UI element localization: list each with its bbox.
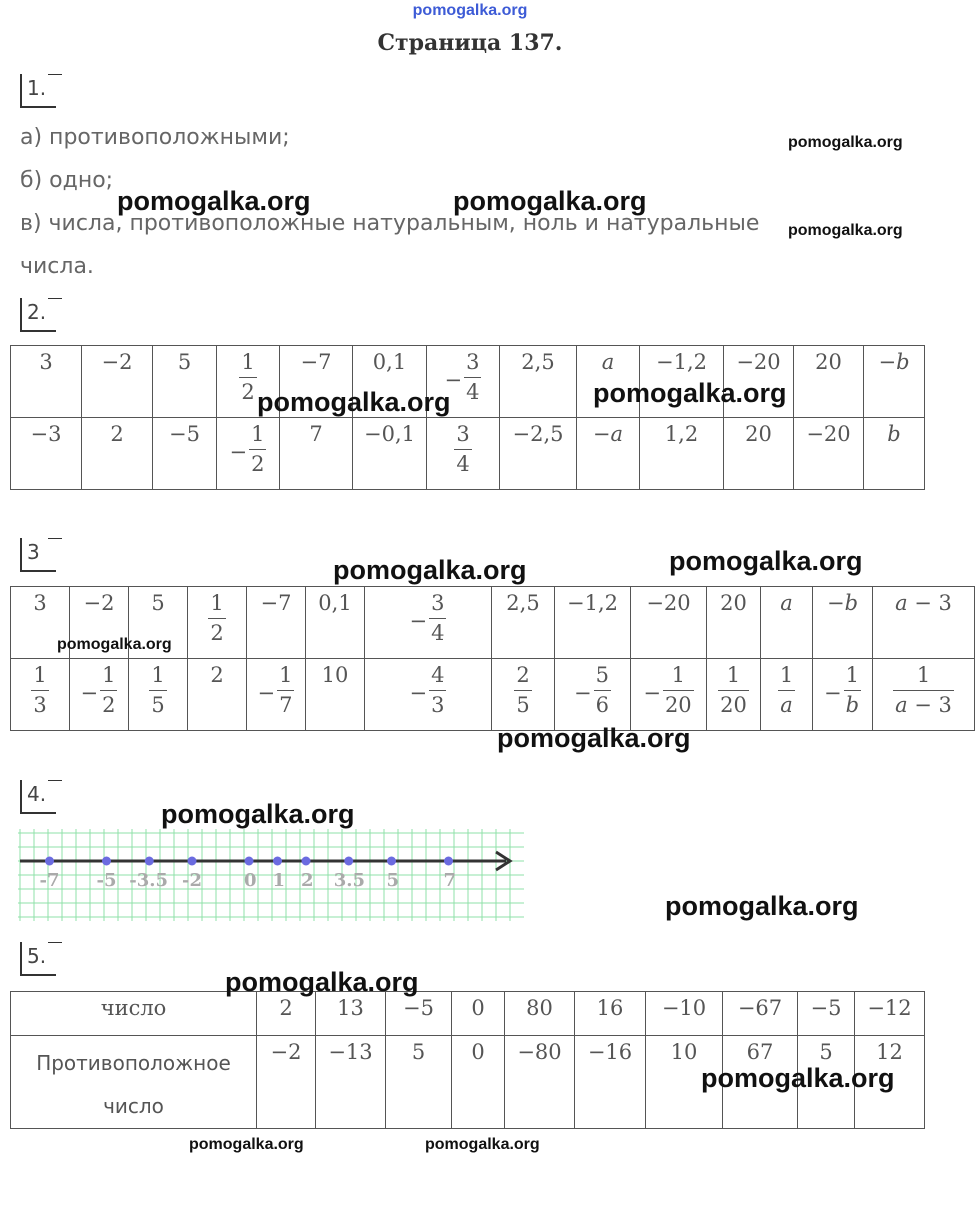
table-cell bbox=[70, 659, 129, 731]
cell-value: a bbox=[601, 350, 615, 374]
cell-value: 3 bbox=[33, 591, 47, 615]
cell-value: −10 bbox=[661, 996, 707, 1020]
cell-value: −2 bbox=[270, 1040, 302, 1064]
table-cell bbox=[505, 992, 575, 1036]
cell-value: − $\frac{1}{20}$ bbox=[643, 663, 692, 718]
cell-value: −13 bbox=[328, 1040, 373, 1064]
cell-value: a bbox=[780, 591, 793, 615]
table-cell bbox=[864, 418, 925, 490]
table-cell bbox=[813, 659, 873, 731]
cell-value: 5 bbox=[411, 1040, 426, 1064]
number-line-point bbox=[245, 857, 254, 866]
cell-value: −20 bbox=[806, 422, 851, 446]
cell-value: $\frac{1}{20}$ bbox=[720, 663, 747, 718]
table-cell bbox=[386, 1036, 452, 1129]
watermark: pomogalka.org bbox=[788, 134, 903, 151]
table-cell bbox=[500, 418, 577, 490]
table-cell bbox=[452, 1036, 505, 1129]
table-cell bbox=[217, 418, 280, 490]
cell-value: −2 bbox=[83, 591, 115, 615]
number-line-label: 1 bbox=[272, 870, 286, 891]
table-cell bbox=[575, 992, 646, 1036]
cell-value: 1,2 bbox=[664, 422, 699, 446]
table-row bbox=[11, 992, 925, 1036]
cell-value: 13 bbox=[337, 996, 364, 1020]
table-cell bbox=[555, 659, 631, 731]
cell-value: 0,1 bbox=[372, 350, 407, 374]
cell-value: −7 bbox=[260, 591, 292, 615]
number-line-label: 7 bbox=[443, 870, 457, 891]
section-2-number: 2. bbox=[20, 298, 56, 332]
cell-value: −0,1 bbox=[364, 422, 415, 446]
watermark: pomogalka.org bbox=[788, 222, 903, 239]
number-line-point bbox=[45, 857, 54, 866]
number-line-label: -5 bbox=[96, 870, 117, 891]
table-cell bbox=[306, 659, 365, 731]
cell-value: −20 bbox=[736, 350, 781, 374]
cell-value: 2,5 bbox=[521, 350, 555, 374]
table-cell bbox=[153, 418, 217, 490]
watermark: pomogalka.org bbox=[333, 555, 527, 585]
table-cell bbox=[353, 418, 427, 490]
number-line-point bbox=[102, 857, 111, 866]
table-cell bbox=[631, 659, 707, 731]
watermark: pomogalka.org bbox=[161, 799, 355, 829]
watermark: pomogalka.org bbox=[497, 723, 691, 753]
number-line-point bbox=[344, 857, 353, 866]
number-line-label: 2 bbox=[301, 870, 314, 891]
cell-value: −7 bbox=[300, 350, 332, 374]
number-line-label: -7 bbox=[39, 870, 60, 891]
table-cell bbox=[813, 587, 873, 659]
watermark: pomogalka.org bbox=[117, 186, 311, 216]
answer-line-b: б) одно; bbox=[20, 168, 114, 193]
table-cell bbox=[873, 587, 975, 659]
number-line-point bbox=[188, 857, 197, 866]
cell-value: 0 bbox=[471, 996, 485, 1020]
table-cell bbox=[492, 587, 555, 659]
table-cell bbox=[11, 346, 82, 418]
cell-value: − $\frac{1}{7}$ bbox=[257, 663, 293, 718]
cell-value: 12 bbox=[876, 1040, 903, 1064]
watermark: pomogalka.org bbox=[669, 546, 863, 576]
cell-value: −b bbox=[878, 350, 910, 374]
number-line-label: -2 bbox=[182, 870, 202, 891]
table-cell bbox=[631, 587, 707, 659]
cell-value: 2 bbox=[279, 996, 293, 1020]
table-cell bbox=[492, 659, 555, 731]
number-line-label: 3.5 bbox=[333, 870, 366, 891]
cell-value: 10 bbox=[670, 1040, 698, 1064]
cell-value: $\frac{3}{4}$ bbox=[456, 422, 470, 477]
table-cell bbox=[707, 587, 761, 659]
section-3-number: 3 bbox=[20, 538, 56, 572]
number-line-point bbox=[387, 857, 396, 866]
cell-value: −5 bbox=[403, 996, 434, 1020]
cell-value: 7 bbox=[309, 422, 323, 446]
table-cell bbox=[280, 418, 353, 490]
table-cell bbox=[646, 992, 723, 1036]
cell-value: −a bbox=[592, 422, 624, 446]
table-cell bbox=[316, 1036, 386, 1129]
cell-value: −16 bbox=[587, 1040, 633, 1064]
table-cell bbox=[247, 587, 306, 659]
cell-value: 2 bbox=[210, 663, 224, 687]
table-row bbox=[11, 346, 925, 418]
table-cell bbox=[724, 418, 794, 490]
cell-value: − $\frac{1}{2}$ bbox=[229, 422, 265, 477]
number-line-label: -3.5 bbox=[129, 870, 169, 891]
cell-value: − $\frac{1}{2}$ bbox=[80, 663, 116, 718]
table-cell bbox=[82, 418, 153, 490]
cell-value: $\frac{1}{5}$ bbox=[151, 663, 165, 718]
watermark: pomogalka.org bbox=[225, 967, 419, 997]
section-1-number: 1. bbox=[20, 74, 56, 108]
cell-value: 80 bbox=[526, 996, 553, 1020]
cell-value: − $\frac{5}{6}$ bbox=[574, 663, 609, 718]
cell-value: a − 3 bbox=[895, 591, 952, 615]
cell-value: 3 bbox=[39, 350, 53, 374]
cell-value: $\frac{1}{a}$ bbox=[779, 663, 794, 718]
table-cell bbox=[11, 418, 82, 490]
opposite-numbers-table bbox=[10, 991, 925, 1129]
number-line-point bbox=[444, 857, 453, 866]
section-5-number: 5. bbox=[20, 942, 56, 976]
watermark: pomogalka.org bbox=[57, 636, 172, 653]
cell-value: 67 bbox=[746, 1040, 774, 1064]
table-cell bbox=[188, 659, 247, 731]
cell-value: −12 bbox=[867, 996, 912, 1020]
page-title: Страница 137. bbox=[377, 30, 563, 56]
table-row bbox=[11, 418, 925, 490]
table-cell bbox=[153, 346, 217, 418]
answer-line-c: в) числа, противоположные натуральным, ноль и натуральные bbox=[20, 211, 760, 236]
table-cell bbox=[129, 659, 188, 731]
cell-value: 20 bbox=[815, 350, 842, 374]
table-cell bbox=[575, 1036, 646, 1129]
cell-value: 0,1 bbox=[318, 591, 352, 615]
cell-value: − $\frac{3}{4}$ bbox=[409, 591, 445, 646]
watermark: pomogalka.org bbox=[593, 378, 787, 408]
cell-value: −5 bbox=[810, 996, 842, 1020]
cell-value: −67 bbox=[737, 996, 783, 1020]
cell-value: 20 bbox=[745, 422, 772, 446]
watermark: pomogalka.org bbox=[189, 1136, 304, 1153]
table-cell bbox=[500, 346, 577, 418]
watermark: pomogalka.org bbox=[701, 1063, 895, 1093]
table-cell bbox=[707, 659, 761, 731]
cell-value: −b bbox=[826, 591, 859, 615]
table-cell bbox=[257, 992, 316, 1036]
table-cell bbox=[577, 418, 640, 490]
cell-value: 0 bbox=[471, 1040, 485, 1064]
table-cell bbox=[761, 587, 813, 659]
number-line-label: 0 bbox=[244, 870, 257, 891]
table-cell bbox=[365, 587, 492, 659]
cell-value: 10 bbox=[321, 663, 349, 687]
table-cell bbox=[365, 659, 492, 731]
cell-value: 20 bbox=[720, 591, 747, 615]
row-label: число bbox=[11, 992, 257, 1036]
table-cell bbox=[427, 418, 500, 490]
table-cell bbox=[386, 992, 452, 1036]
watermark: pomogalka.org bbox=[665, 891, 859, 921]
opposites-table bbox=[10, 345, 925, 490]
table-cell bbox=[306, 587, 365, 659]
cell-value: −1,2 bbox=[567, 591, 618, 615]
table-cell bbox=[864, 346, 925, 418]
cell-value: 5 bbox=[819, 1040, 833, 1064]
cell-value: −20 bbox=[646, 591, 691, 615]
cell-value: $\frac{1}{2}$ bbox=[210, 591, 224, 646]
table-cell bbox=[723, 992, 798, 1036]
table-cell bbox=[452, 992, 505, 1036]
cell-value: − $\frac{1}{b}$ bbox=[823, 663, 860, 718]
table-cell bbox=[82, 346, 153, 418]
table-cell bbox=[640, 418, 724, 490]
table-cell bbox=[11, 659, 70, 731]
table-cell bbox=[555, 587, 631, 659]
cell-value: 2,5 bbox=[506, 591, 540, 615]
cell-value: $\frac{1}{2}$ bbox=[241, 350, 255, 405]
table-row bbox=[11, 659, 975, 731]
answer-line-a: а) противоположными; bbox=[20, 125, 290, 150]
cell-value: −1,2 bbox=[656, 350, 707, 374]
watermark: pomogalka.org bbox=[425, 1136, 540, 1153]
number-line-point bbox=[145, 857, 154, 866]
row-label: Противоположное число bbox=[11, 1036, 257, 1129]
table-cell bbox=[855, 992, 925, 1036]
cell-value: −2 bbox=[101, 350, 133, 374]
table-cell bbox=[798, 992, 855, 1036]
answer-line-c-cont: числа. bbox=[20, 254, 94, 279]
section-4-number: 4. bbox=[20, 780, 56, 814]
cell-value: 2 bbox=[110, 422, 124, 446]
top-watermark: pomogalka.org bbox=[412, 2, 528, 19]
table-cell bbox=[505, 1036, 575, 1129]
cell-value: $\frac{1}{3}$ bbox=[33, 663, 47, 718]
table-cell bbox=[873, 659, 975, 731]
table-cell bbox=[316, 992, 386, 1036]
watermark: pomogalka.org bbox=[453, 186, 647, 216]
table-cell bbox=[794, 346, 864, 418]
cell-value: 5 bbox=[151, 591, 165, 615]
cell-value: − $\frac{4}{3}$ bbox=[409, 663, 445, 718]
cell-value: b bbox=[887, 422, 901, 446]
watermark: pomogalka.org bbox=[257, 387, 451, 417]
table-cell bbox=[794, 418, 864, 490]
cell-value: 5 bbox=[177, 350, 192, 374]
cell-value: −2,5 bbox=[512, 422, 564, 446]
cell-value: $\frac{2}{5}$ bbox=[516, 663, 530, 718]
table-cell bbox=[247, 659, 306, 731]
table-cell bbox=[188, 587, 247, 659]
cell-value: − $\frac{3}{4}$ bbox=[444, 350, 480, 405]
number-line-point bbox=[302, 857, 311, 866]
cell-value: 16 bbox=[596, 996, 624, 1020]
cell-value: −5 bbox=[169, 422, 200, 446]
number-line-label: 5 bbox=[386, 870, 400, 891]
table-cell bbox=[761, 659, 813, 731]
cell-value: −3 bbox=[30, 422, 62, 446]
cell-value: −80 bbox=[517, 1040, 562, 1064]
cell-value: $\frac{1}{a - 3}$ bbox=[895, 663, 952, 718]
reciprocals-table bbox=[10, 586, 975, 731]
table-cell bbox=[257, 1036, 316, 1129]
number-line-point bbox=[273, 857, 282, 866]
